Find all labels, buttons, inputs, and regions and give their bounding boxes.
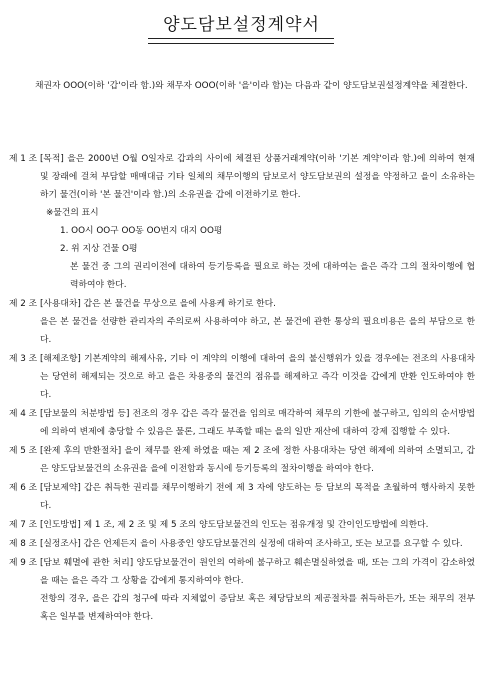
article-label: 제 9 조 [9,558,38,568]
articles-list [9,150,475,627]
article-5 [9,442,475,478]
article-label: 제 2 조 [9,299,38,309]
title-double-underline [148,38,334,44]
article-label: 제 1 조 [9,154,38,164]
article-label: 제 8 조 [9,539,38,549]
article-body: 갑은 언제든지 을이 사용중인 양도담보물건의 실정에 대하여 조사하고, 또는 보고를 요구할 수 있다. [83,539,463,549]
property-item-1: 1. OO시 OO구 OO동 OO번지 대지 OO평 [59,226,223,236]
article-body: 전조의 경우 갑은 즉각 물건을 임의로 매각하여 채무의 기한에 불구하고, 임의의 순서방법에 의하여 변제에 충당할 수 있음은 물론, 그래도 부족할 때는 을의 일반 재산에 대하여 강제 집행할 수 있다. [39,409,476,437]
article-heading: [담보제약] [39,483,81,493]
article-9 [9,554,475,626]
article-heading: [실정조사] [39,539,81,549]
article-6 [9,479,475,515]
article-heading: [목적] [39,154,64,164]
article-body: 을은 2000년 O월 O일자로 갑과의 사이에 체결된 상품거래계약(이하 '기본 계약'이라 함.)에 의하여 현재 및 장래에 걸쳐 부담할 매매대금 기타 일체의 채무이행의 담보로서 양도담보권의 설정을 약정하고 을이 소유하는 하기 물건(이하 '본 물건'이라 함.)의 소유권을 갑에 이전하기로 한다. [39,154,475,200]
document-title: 양도담보설정계약서 [163,15,320,35]
article-body: 을이 채무를 완제 하였을 때는 제 2 조에 정한 사용대차는 당연 해제에 의하여 소멸되고, 갑은 양도담보물건의 소유권을 을에 이전함과 동시에 등기등록의 절차이행을 하여야 한다. [39,446,476,474]
article-heading: [해제조항] [39,354,81,364]
article-heading: [인도방법] [39,520,81,530]
article-label: 제 4 조 [9,409,38,419]
article-label: 제 7 조 [9,520,38,530]
article-2 [9,295,475,349]
article-heading: [담보 훼멸에 관한 처리] [39,558,134,568]
property-item-2: 2. 위 지상 건물 O평 [59,244,138,254]
property-list-title: ※물건의 표시 [45,208,99,218]
article-1 [9,150,475,294]
article-3 [9,350,475,404]
article-body: 기본계약의 해제사유, 기타 이 계약의 이행에 대하여 을의 불신행위가 있을 경우에는 전조의 사용대차는 당연히 해제되는 것으로 하고 을은 차용중의 물건의 점유를 해제하고 즉각 이것을 갑에게 반환 인도하여야 한다. [39,354,476,400]
article-4 [9,405,475,441]
article-body: 갑은 본 물건을 무상으로 을에 사용케 하기로 한다. [83,299,276,309]
article-body: 갑은 취득한 권리를 채무이행하기 전에 제 3 자에 양도하는 등 담보의 목적을 초월하여 행사하지 못한다. [39,483,475,511]
article-extra-paragraph: 전항의 경우, 을은 갑의 청구에 따라 지체없이 증담보 혹은 체당담보의 제공절차를 취득하든가, 또는 채무의 전부 혹은 일부를 변제하여야 한다. [39,594,475,622]
article-extra-paragraph: 을은 본 물건을 선량한 관리자의 주의로써 사용하여야 하고, 본 물건에 관한 통상의 필요비용은 을의 부담으로 한다. [39,317,475,345]
article-8 [9,535,475,553]
article-heading: [완제 후의 반환절차] [39,446,122,456]
article-label: 제 5 조 [9,446,38,456]
article-label: 제 6 조 [9,483,38,493]
article-body: 양도담보물건이 원인의 여하에 불구하고 훼손멸실하였을 때, 또는 그의 가격이 감소하였을 때는 을은 즉각 그 상황을 갑에게 통지하여야 한다. [39,558,476,586]
article-label: 제 3 조 [9,354,38,364]
article-heading: [담보물의 처분방법 등] [39,409,130,419]
intro-paragraph: 채권자 OOO(이하 '갑'이라 함.)와 채무자 OOO(이하 '을'이라 함)는 다음과 같이 양도담보권설정계약을 체결한다. [35,81,468,91]
property-item-note: 본 물건 중 그의 권리이전에 대하여 등기등록을 필요로 하는 것에 대하여는 을은 즉각 그의 절차이행에 협력하여야 한다. [69,262,475,290]
article-heading: [사용대차] [39,299,81,309]
article-7 [9,516,475,534]
article-body: 제 1 조, 제 2 조 및 제 5 조의 양도담보물건의 인도는 점유개정 및 간이인도방법에 의한다. [83,520,429,530]
